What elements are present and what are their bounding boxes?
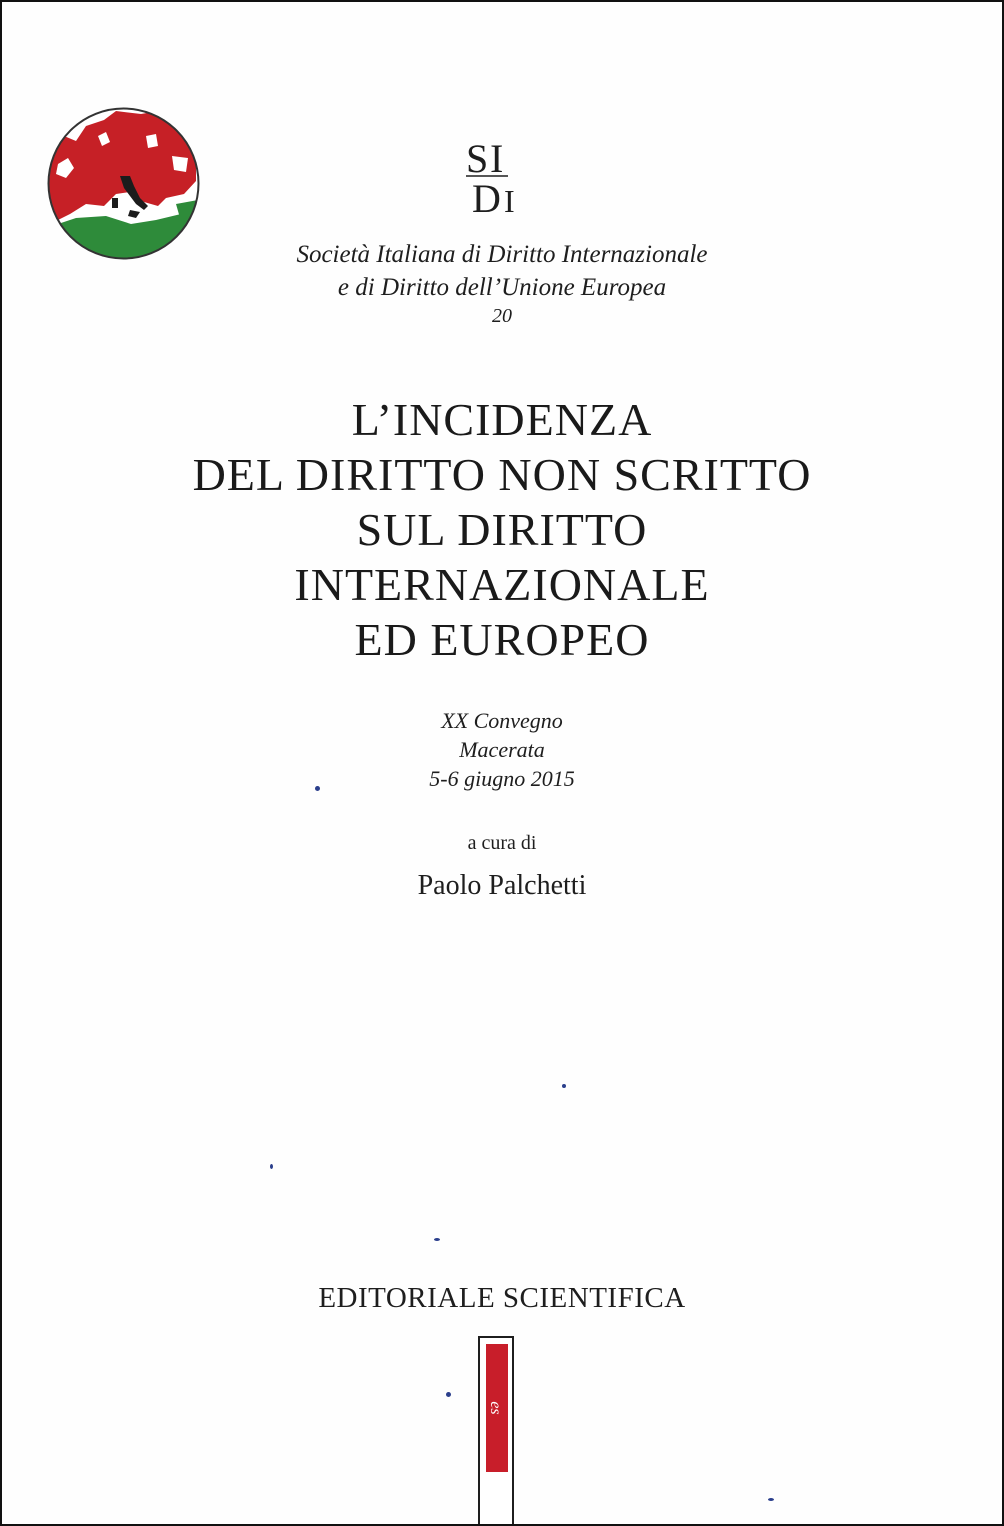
series-number: 20	[492, 305, 512, 327]
society-line-1: Società Italiana di Diritto Internazionale	[296, 241, 708, 268]
conference-city: Macerata	[459, 737, 545, 762]
publisher-name: EDITORIALE SCIENTIFICA	[318, 1282, 686, 1314]
scan-speck	[562, 1084, 566, 1088]
title-line-3: SUL DIRITTO	[356, 504, 648, 555]
title-line-5: ED EUROPEO	[354, 614, 650, 665]
curator-name: Paolo Palchetti	[417, 870, 587, 901]
sidi-monogram-icon	[460, 134, 536, 216]
scan-speck	[315, 786, 320, 791]
svg-text:es: es	[487, 1401, 504, 1415]
society-name	[2, 238, 1002, 304]
curator-label: a cura di	[467, 832, 537, 854]
scan-speck	[434, 1238, 440, 1241]
society-line-2: e di Diritto dell’Unione Europea	[337, 274, 667, 301]
title-line-1: L’INCIDENZA	[351, 394, 653, 445]
svg-text:I: I	[490, 136, 504, 181]
title-line-2: DEL DIRITTO NON SCRITTO	[192, 449, 812, 500]
publisher-es-logo-icon	[478, 1336, 514, 1526]
conference-date: 5-6 giugno 2015	[429, 766, 575, 791]
scan-speck	[768, 1498, 774, 1501]
svg-text:I: I	[504, 183, 515, 216]
conference-name: XX Convegno	[441, 708, 563, 733]
title-line-4: INTERNAZIONALE	[294, 559, 710, 610]
svg-text:S: S	[466, 136, 489, 181]
scan-speck	[446, 1392, 451, 1397]
book-title	[2, 392, 1002, 667]
svg-text:D: D	[472, 176, 501, 216]
scan-speck	[270, 1164, 273, 1169]
conference-info	[2, 706, 1002, 793]
